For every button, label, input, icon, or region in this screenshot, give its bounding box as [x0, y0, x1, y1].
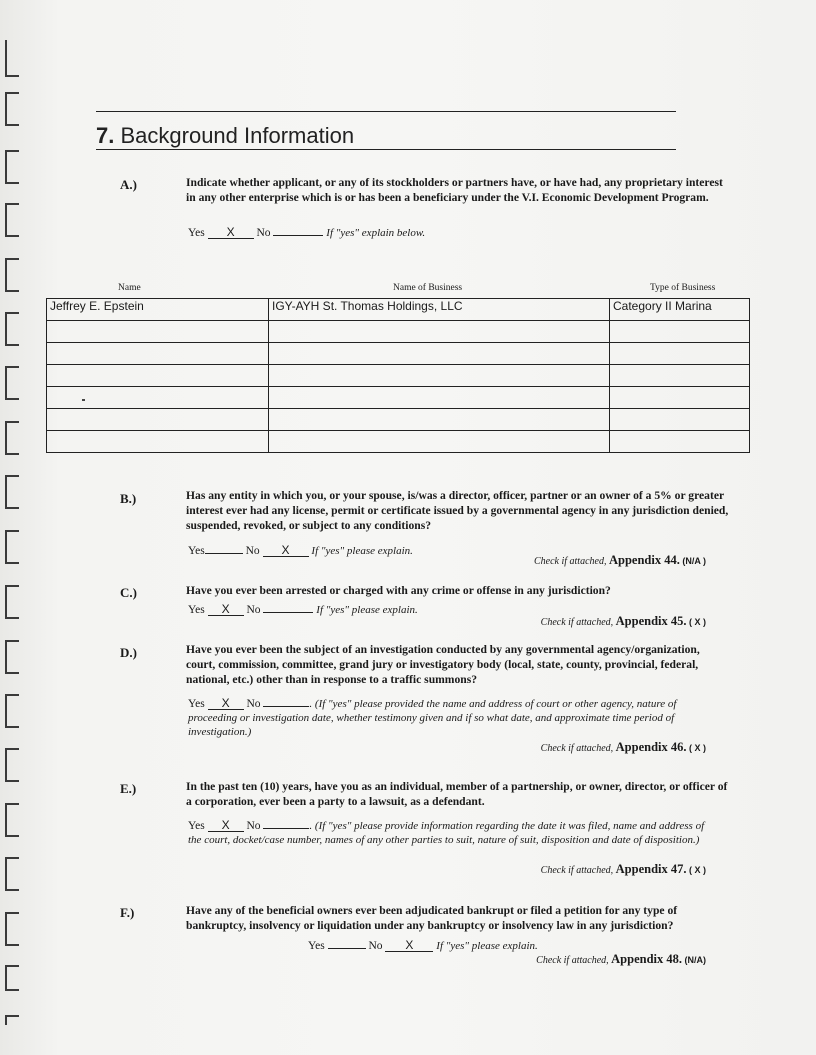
appendix-45-label: Appendix 45.	[615, 614, 687, 628]
name-cell[interactable]	[47, 321, 269, 343]
question-c-attachment: Check if attached, Appendix 45. ( X )	[540, 614, 706, 628]
table-row	[47, 409, 750, 431]
business-cell[interactable]	[269, 321, 610, 343]
question-f-no-field[interactable]: X	[385, 940, 433, 952]
binder-mark	[5, 694, 19, 728]
question-b-attachment: Check if attached, Appendix 44. (N/A )	[533, 553, 706, 567]
table-row	[47, 343, 750, 365]
table-row	[47, 365, 750, 387]
table-row	[47, 321, 750, 343]
binder-mark	[5, 912, 19, 946]
question-c-yes-field[interactable]: X	[208, 604, 244, 616]
type-cell[interactable]	[610, 409, 750, 431]
type-cell[interactable]: Category II Marina	[610, 299, 750, 321]
question-a-no-field[interactable]	[273, 235, 323, 236]
binder-mark	[5, 421, 19, 455]
question-a-letter: A.)	[120, 177, 137, 192]
appendix-46-label: Appendix 46.	[615, 740, 687, 754]
binder-mark	[5, 258, 19, 292]
question-c-answer: Yes X No If "yes" please explain.	[188, 602, 418, 616]
question-b-no-field[interactable]: X	[263, 545, 309, 557]
question-f-answer: Yes No X If "yes" please explain.	[308, 938, 538, 952]
question-b-instruction: If "yes" please explain.	[311, 545, 413, 557]
business-cell[interactable]	[269, 431, 610, 453]
question-e-instruction: . (If "yes" please provide information regarding the date it was filed, name and address of the court, docket/case number, names of any other parties to suit, nature of suit, disposition and date of disposition.)	[188, 820, 705, 846]
business-cell[interactable]	[269, 365, 610, 387]
column-header-business: Name of Business	[393, 283, 463, 293]
binder-mark	[5, 203, 19, 237]
section-number: 7.	[96, 123, 115, 148]
question-a-text: Indicate whether applicant, or any of its stockholders or partners have, or have had, any proprietary interest in any other enterprise which is or has been a beneficiary under the V.I. Economic Development Program.	[186, 176, 723, 204]
type-cell[interactable]	[610, 343, 750, 365]
column-header-type: Type of Business	[650, 283, 716, 293]
binder-mark	[5, 475, 19, 509]
question-e-text: In the past ten (10) years, have you as an individual, member of a partnership, or owner, director, or officer of a corporation, ever been a party to a lawsuit, as a defendant.	[186, 780, 728, 808]
question-d-attachment: Check if attached, Appendix 46. ( X )	[540, 740, 706, 754]
table-row	[47, 299, 750, 321]
table-row	[47, 387, 750, 409]
question-c-text: Have you ever been arrested or charged with any crime or offense in any jurisdiction?	[186, 584, 611, 597]
appendix-44-label: Appendix 44.	[608, 553, 680, 567]
question-b-yes-field[interactable]	[205, 553, 243, 554]
question-b-text: Has any entity in which you, or your spouse, is/was a director, officer, partner or an owner of a 5% or greater interest ever had any license, permit or certificate issued by a governmental agency in any jurisdiction denied, suspended, revoked, or subject to any conditions?	[186, 489, 729, 532]
type-cell[interactable]	[610, 387, 750, 409]
binder-mark	[5, 748, 19, 782]
question-f-text: Have any of the beneficial owners ever been adjudicated bankrupt or filed a petition for any type of bankruptcy, insolvency or liquidation under any bankruptcy or insolvency law in any jurisdiction?	[186, 904, 678, 932]
name-cell[interactable]	[47, 387, 269, 409]
column-header-name: Name	[118, 283, 141, 293]
type-cell[interactable]	[610, 365, 750, 387]
question-b-answer: Yes No X If "yes" please explain.	[188, 543, 413, 557]
question-d-letter: D.)	[120, 645, 137, 660]
binder-mark	[5, 1015, 19, 1025]
appendix-44-checkbox[interactable]: (N/A )	[682, 556, 706, 566]
appendix-48-checkbox[interactable]: (N/A)	[684, 955, 706, 965]
question-a-instruction: If "yes" explain below.	[326, 227, 426, 239]
question-c-no-field[interactable]	[263, 612, 313, 613]
type-cell[interactable]	[610, 321, 750, 343]
question-f-yes-field[interactable]	[328, 948, 366, 949]
appendix-48-label: Appendix 48.	[611, 952, 682, 966]
name-cell[interactable]: Jeffrey E. Epstein	[47, 299, 269, 321]
binder-mark	[5, 366, 19, 400]
binder-mark	[5, 40, 19, 77]
name-cell[interactable]	[47, 409, 269, 431]
name-cell[interactable]	[47, 431, 269, 453]
table-row	[47, 431, 750, 453]
binder-mark	[5, 530, 19, 564]
question-d-answer: Yes X No . (If "yes" please provided the name and address of court or other agency, nature of proceeding or investigation date, whether testimony given and if so what date, and approximate time period of investigation.)	[188, 696, 677, 738]
question-c-instruction: If "yes" please explain.	[316, 604, 418, 616]
scan-speck	[82, 399, 85, 401]
appendix-46-checkbox[interactable]: ( X )	[689, 743, 706, 753]
appendix-47-checkbox[interactable]: ( X )	[689, 865, 706, 875]
name-cell[interactable]	[47, 365, 269, 387]
question-e-attachment: Check if attached, Appendix 47. ( X )	[540, 862, 706, 876]
question-e-yes-field[interactable]: X	[208, 820, 244, 832]
business-cell[interactable]	[269, 343, 610, 365]
title-rule	[96, 149, 676, 150]
question-f-attachment: Check if attached, Appendix 48. (N/A)	[536, 952, 706, 966]
binder-mark	[5, 803, 19, 837]
binder-mark	[5, 965, 19, 991]
section-title	[96, 123, 354, 149]
question-d-text: Have you ever been the subject of an investigation conducted by any governmental agency/organization, court, commission, committee, grand jury or investigatory body (local, state, county, provincial, federal, national, etc.) other than in response to a traffic summons?	[186, 643, 700, 686]
type-cell[interactable]	[610, 431, 750, 453]
top-rule	[96, 111, 676, 112]
binder-mark	[5, 585, 19, 619]
binder-mark	[5, 857, 19, 891]
business-cell[interactable]	[269, 409, 610, 431]
business-cell[interactable]	[269, 387, 610, 409]
question-c-letter: C.)	[120, 585, 137, 600]
question-a-yes-field[interactable]: X	[208, 227, 254, 239]
section-title-text: Background Information	[120, 123, 355, 148]
question-f-instruction: If "yes" please explain.	[436, 940, 538, 952]
binder-mark	[5, 150, 19, 184]
question-b-letter: B.)	[120, 491, 137, 506]
business-table	[46, 298, 750, 453]
question-a-answer: Yes X No If "yes" explain below.	[188, 225, 426, 239]
question-d-no-field[interactable]	[263, 706, 309, 707]
question-f-letter: F.)	[120, 905, 135, 920]
question-d-yes-field[interactable]: X	[208, 698, 244, 710]
business-cell[interactable]: IGY-AYH St. Thomas Holdings, LLC	[269, 299, 610, 321]
name-cell[interactable]	[47, 343, 269, 365]
binder-mark	[5, 312, 19, 346]
appendix-45-checkbox[interactable]: ( X )	[689, 617, 706, 627]
question-e-letter: E.)	[120, 781, 137, 796]
binder-mark	[5, 640, 19, 674]
question-e-answer: Yes X No . (If "yes" please provide information regarding the date it was filed, name and address of the court, docket/case number, names of any other parties to suit, nature of suit, disposition and date of disposition.)	[188, 818, 705, 846]
appendix-47-label: Appendix 47.	[615, 862, 687, 876]
question-e-no-field[interactable]	[263, 828, 309, 829]
question-d-instruction: . (If "yes" please provided the name and address of court or other agency, nature of proceeding or investigation date, whether testimony given and if so what date, and approximate time period of investigation.)	[188, 698, 677, 738]
binder-mark	[5, 92, 19, 126]
